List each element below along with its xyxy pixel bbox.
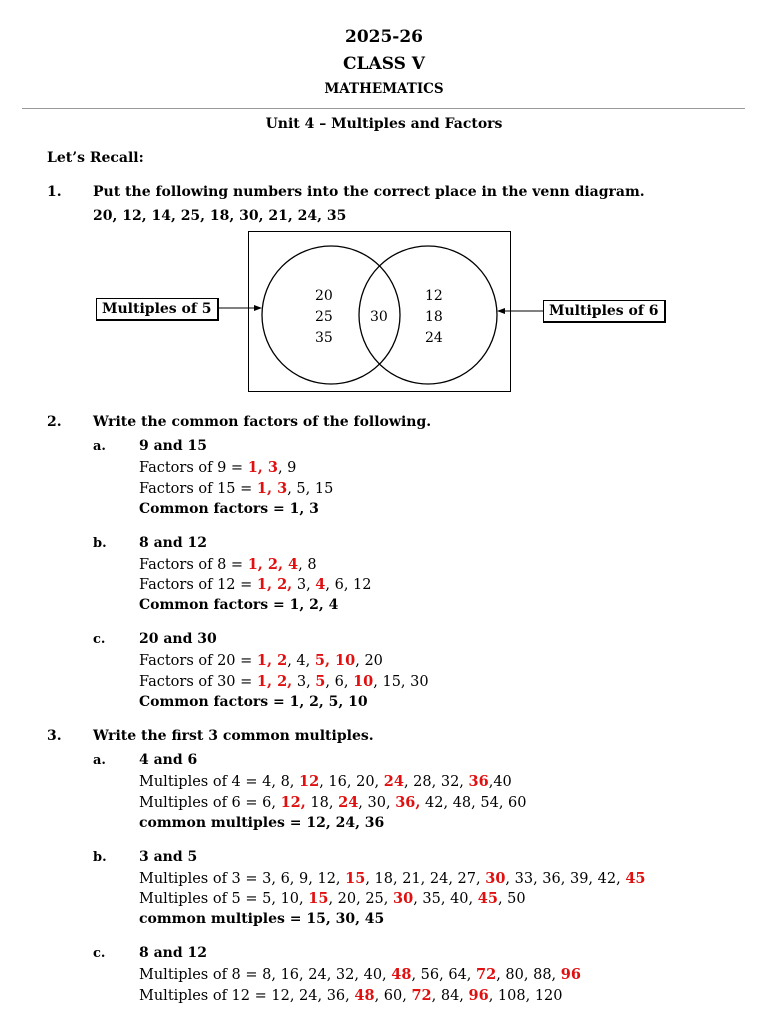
q2-part-title: 8 and 12 — [139, 535, 208, 551]
line-text: Multiples of 6 = 6, — [139, 795, 281, 811]
q2-number: 2. — [47, 414, 62, 430]
q3-number: 3. — [47, 728, 62, 744]
line-text: , 60, — [374, 988, 412, 1004]
q3-part-title: 3 and 5 — [139, 849, 198, 865]
highlighted-number: 72 — [476, 966, 497, 983]
q1-numbers: 20, 12, 14, 25, 18, 30, 21, 24, 35 — [93, 208, 347, 224]
q3-part-title: 4 and 6 — [139, 752, 198, 768]
line-text: , 6, 12 — [325, 577, 372, 593]
line-text: Multiples of 4 = 4, 8, — [139, 774, 300, 790]
multiples-of-6-label: Multiples of 6 — [543, 300, 666, 323]
q2-part-label: c. — [93, 632, 106, 647]
line-text: , 5, 15 — [287, 481, 334, 497]
highlighted-number: 30 — [485, 870, 506, 887]
highlighted-number: 36 — [468, 773, 489, 790]
line-text: 3, — [292, 577, 316, 593]
multiple-line — [139, 966, 581, 983]
unit-title: Unit 4 – Multiples and Factors — [265, 116, 503, 132]
common-multiples-answer: common multiples = 15, 30, 45 — [139, 911, 385, 927]
line-text: Factors of 15 = — [139, 481, 257, 497]
line-text: Factors of 9 = — [139, 460, 248, 476]
line-text: Factors of 30 = — [139, 674, 257, 690]
line-text: ,40 — [488, 774, 512, 790]
q2-part-label: a. — [93, 439, 106, 454]
highlighted-number: 48 — [354, 987, 375, 1004]
highlighted-number: 1, 2, 4 — [247, 556, 299, 573]
line-text: Multiples of 3 = 3, 6, 9, 12, — [139, 871, 346, 887]
line-text: 42, 48, 54, 60 — [420, 795, 527, 811]
highlighted-number: 12 — [299, 773, 320, 790]
line-text: , 20 — [355, 653, 383, 669]
q3-part-label: a. — [93, 753, 106, 768]
q2-text: Write the common factors of the following. — [93, 414, 432, 430]
line-text: Multiples of 8 = 8, 16, 24, 32, 40, — [139, 967, 392, 983]
line-text: , 15, 30 — [373, 674, 429, 690]
q1-text: Put the following numbers into the correct place in the venn diagram. — [93, 184, 645, 200]
line-text: , 80, 88, — [496, 967, 561, 983]
q2-part-title: 9 and 15 — [139, 438, 208, 454]
highlighted-number: 24 — [338, 794, 359, 811]
highlighted-number: 72 — [411, 987, 432, 1004]
highlighted-number: 30 — [393, 890, 414, 907]
line-text: , 35, 40, — [413, 891, 478, 907]
common-factors-answer: Common factors = 1, 2, 5, 10 — [139, 694, 368, 710]
recall-heading: Let’s Recall: — [47, 150, 144, 166]
highlighted-number: 24 — [383, 773, 404, 790]
common-multiples-answer: common multiples = 12, 24, 36 — [139, 815, 385, 831]
highlighted-number: 1, 2, — [256, 673, 293, 690]
highlighted-number: 36, — [395, 794, 421, 811]
venn-left-value: 20 — [315, 288, 333, 304]
factor-line — [139, 652, 383, 669]
q3-part-title: 8 and 12 — [139, 945, 208, 961]
line-text: , 108, 120 — [488, 988, 563, 1004]
q2-part-title: 20 and 30 — [139, 631, 217, 647]
line-text: 18, — [305, 795, 339, 811]
q3-part-label: b. — [93, 850, 107, 865]
highlighted-number: 5, 10 — [314, 652, 356, 669]
left-arrow-head — [254, 305, 262, 311]
q3-text: Write the first 3 common multiples. — [93, 728, 374, 744]
venn-diagram — [0, 0, 768, 400]
common-factors-answer: Common factors = 1, 2, 4 — [139, 597, 339, 613]
highlighted-number: 1, 2, — [256, 576, 293, 593]
line-text: , 30, — [358, 795, 396, 811]
line-text: Factors of 8 = — [139, 557, 248, 573]
multiple-line — [139, 794, 527, 811]
q2-part-label: b. — [93, 536, 107, 551]
venn-intersection-value: 30 — [370, 309, 388, 325]
highlighted-number: 1, 3 — [256, 480, 288, 497]
line-text: , 20, 25, — [328, 891, 393, 907]
common-factors-answer: Common factors = 1, 3 — [139, 501, 319, 517]
year-heading: 2025-26 — [344, 27, 424, 47]
line-text: 3, — [292, 674, 316, 690]
line-text: , 18, 21, 24, 27, — [365, 871, 486, 887]
multiple-line — [139, 987, 563, 1004]
line-text: , 28, 32, — [403, 774, 469, 790]
highlighted-number: 12, — [280, 794, 306, 811]
highlighted-number: 96 — [560, 966, 581, 983]
venn-left-value: 25 — [315, 309, 333, 325]
venn-right-value: 12 — [425, 288, 443, 304]
right-arrow-head — [497, 308, 505, 314]
highlighted-number: 15 — [345, 870, 366, 887]
highlighted-number: 48 — [391, 966, 412, 983]
line-text: , 4, — [287, 653, 315, 669]
highlighted-number: 1, 2 — [256, 652, 288, 669]
line-text: Factors of 12 = — [139, 577, 257, 593]
line-text: , 50 — [497, 891, 526, 907]
line-text: Factors of 20 = — [139, 653, 257, 669]
multiple-line — [139, 890, 526, 907]
venn-right-value: 24 — [425, 330, 443, 346]
line-text: Multiples of 5 = 5, 10, — [139, 891, 309, 907]
highlighted-number: 15 — [308, 890, 329, 907]
highlighted-number: 45 — [625, 870, 646, 887]
line-text: , 33, 36, 39, 42, — [505, 871, 626, 887]
factor-line — [139, 480, 333, 497]
class-heading: CLASS V — [343, 54, 425, 74]
venn-left-value: 35 — [315, 330, 333, 346]
multiples-of-5-label: Multiples of 5 — [96, 298, 219, 321]
subject-heading: MATHEMATICS — [324, 81, 444, 97]
venn-right-value: 18 — [425, 309, 443, 325]
multiple-line — [139, 773, 512, 790]
line-text: , 6, — [325, 674, 354, 690]
highlighted-number: 1, 3 — [247, 459, 278, 476]
factor-line — [139, 556, 317, 573]
line-text: , 56, 64, — [411, 967, 477, 983]
q3-part-label: c. — [93, 946, 106, 961]
factor-line — [139, 459, 296, 476]
factor-line — [139, 673, 429, 690]
highlighted-number: 96 — [468, 987, 489, 1004]
highlighted-number: 10 — [353, 673, 374, 690]
highlighted-number: 4 — [315, 576, 326, 593]
line-text: , 9 — [277, 460, 297, 476]
multiple-line — [139, 870, 646, 887]
line-text: , 16, 20, — [319, 774, 384, 790]
line-text: Multiples of 12 = 12, 24, 36, — [139, 988, 355, 1004]
factor-line — [139, 576, 372, 593]
highlighted-number: 5 — [315, 673, 326, 690]
line-text: , 84, — [431, 988, 469, 1004]
line-text: , 8 — [298, 557, 317, 573]
q1-number: 1. — [47, 184, 62, 200]
highlighted-number: 45 — [477, 890, 498, 907]
